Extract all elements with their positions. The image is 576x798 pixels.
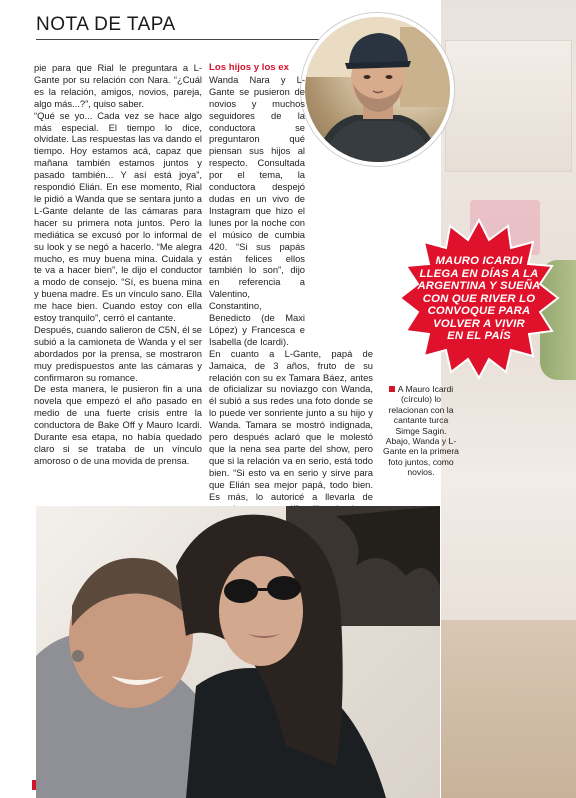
highlight-line: LLEGA EN DÍAS A LA — [419, 267, 539, 280]
subheading: Los hijos y los ex — [209, 62, 289, 73]
paragraph: “Qué se yo... Cada vez se hace algo más especial. El tiempo lo dice, olvidate. Las respuestas las va dando el tiempo. Hoy estamos acá, capaz que mañana también estamos juntos y pasado también... Y así está joya”, respondió Elián. En ese momento, Rial le pidió a Wanda que se sentara junto a L-Gante delante de las cámaras para hacer su primera nota juntos. Pero la mediática se excusó por lo informal de su look y se negó a hacerlo. “Me alegra mucho, es muy buena mina. Cuidala y te va a hacer bien”, le dijo el conductor a modo de consejo. “Sí, es buena mina y buena madre. Es un vínculo sano. Ella me hace bien. Cuando estoy con ella estoy tranquilo”, cerró el cantante. — [34, 109, 202, 324]
paragraph: En cuanto a L-Gante, papá de Jamaica, de 3 años, fruto de su relación con su ex Tamara Báez, antes de oficializar su noviazgo con Wanda, él subió a sus redes una foto donde se lo puede ver sonriente junto a su hijo y Wanda. Tamara se mostró indignada, pero después aclaró que le molestó que la nena sea parte del show, pero que si la relación va en serio, está todo bien. “Si esto va en serio y sirve para que Elián sea mejor papá, todo bien. Es más, lo autoricé a llevarla de — [209, 347, 373, 502]
highlight-line: CON QUE RIVER LO — [422, 292, 536, 305]
highlight-text — [413, 233, 545, 365]
paragraph: Wanda Nara y L-Gante se pusieron de novios y muchos seguidores de la conductora se preguntaron qué piensan sus hijos al respecto. Consultada por el tema, la conductora despejó dudas en un vivo de Instagram que hizo el lunes por la noche con el músico de cumbia 420. “Si sus papás están felices ellos también lo son”, dijo en referencia a Valentino, Constantino, Benedicto (de Maxi López) y Francesca e Isabella (de Icardi). — [209, 73, 305, 347]
caption-marker-icon — [389, 386, 395, 392]
page-marker — [32, 780, 36, 790]
caption-text: A Mauro Icardi (círculo) lo relacionan con la cantante turca Simge Sagin. Abajo, Wanda y L-Gante en la primera foto juntos, como novios. — [383, 384, 459, 478]
highlight-line: CONVOQUE PARA — [427, 305, 531, 318]
shelf-image — [445, 40, 572, 172]
couple-photo — [36, 506, 440, 798]
paragraph: De esta manera, le pusieron fin a una novela que empezó el año pasado en medio de una fuerte crisis entre la conductora de Bake Off y Mauro Icardi. Durante esa etapa, no había quedado claro si se trataba de un vínculo amoroso o de una movida de prensa. — [34, 383, 202, 466]
paragraph: pie para que Rial le preguntara a L-Gante por su relación con Nara. “¿Cuál es la relación, amigos, novios, pareja, algo más...?”, quiso saber. — [34, 62, 202, 109]
highlight-line: MAURO ICARDI — [435, 254, 523, 267]
highlight-line: ARGENTINA Y SUEÑA — [417, 280, 541, 293]
floor-image — [441, 620, 576, 798]
highlight-line: EN EL PAÍS — [447, 330, 511, 343]
photo-caption — [383, 384, 459, 478]
header-divider — [36, 39, 326, 40]
article-column-left — [34, 62, 202, 467]
section-title: NOTA DE TAPA — [36, 14, 176, 35]
highlight-line: VOLVER A VIVIR — [433, 317, 525, 330]
paragraph: Después, cuando salieron de C5N, él se subió a la camioneta de Wanda y el ser abordados por la prensa, se mostraron muy predispuestos ante las cámaras y confirmaron su romance. — [34, 323, 202, 383]
article-column-middle — [209, 62, 373, 570]
